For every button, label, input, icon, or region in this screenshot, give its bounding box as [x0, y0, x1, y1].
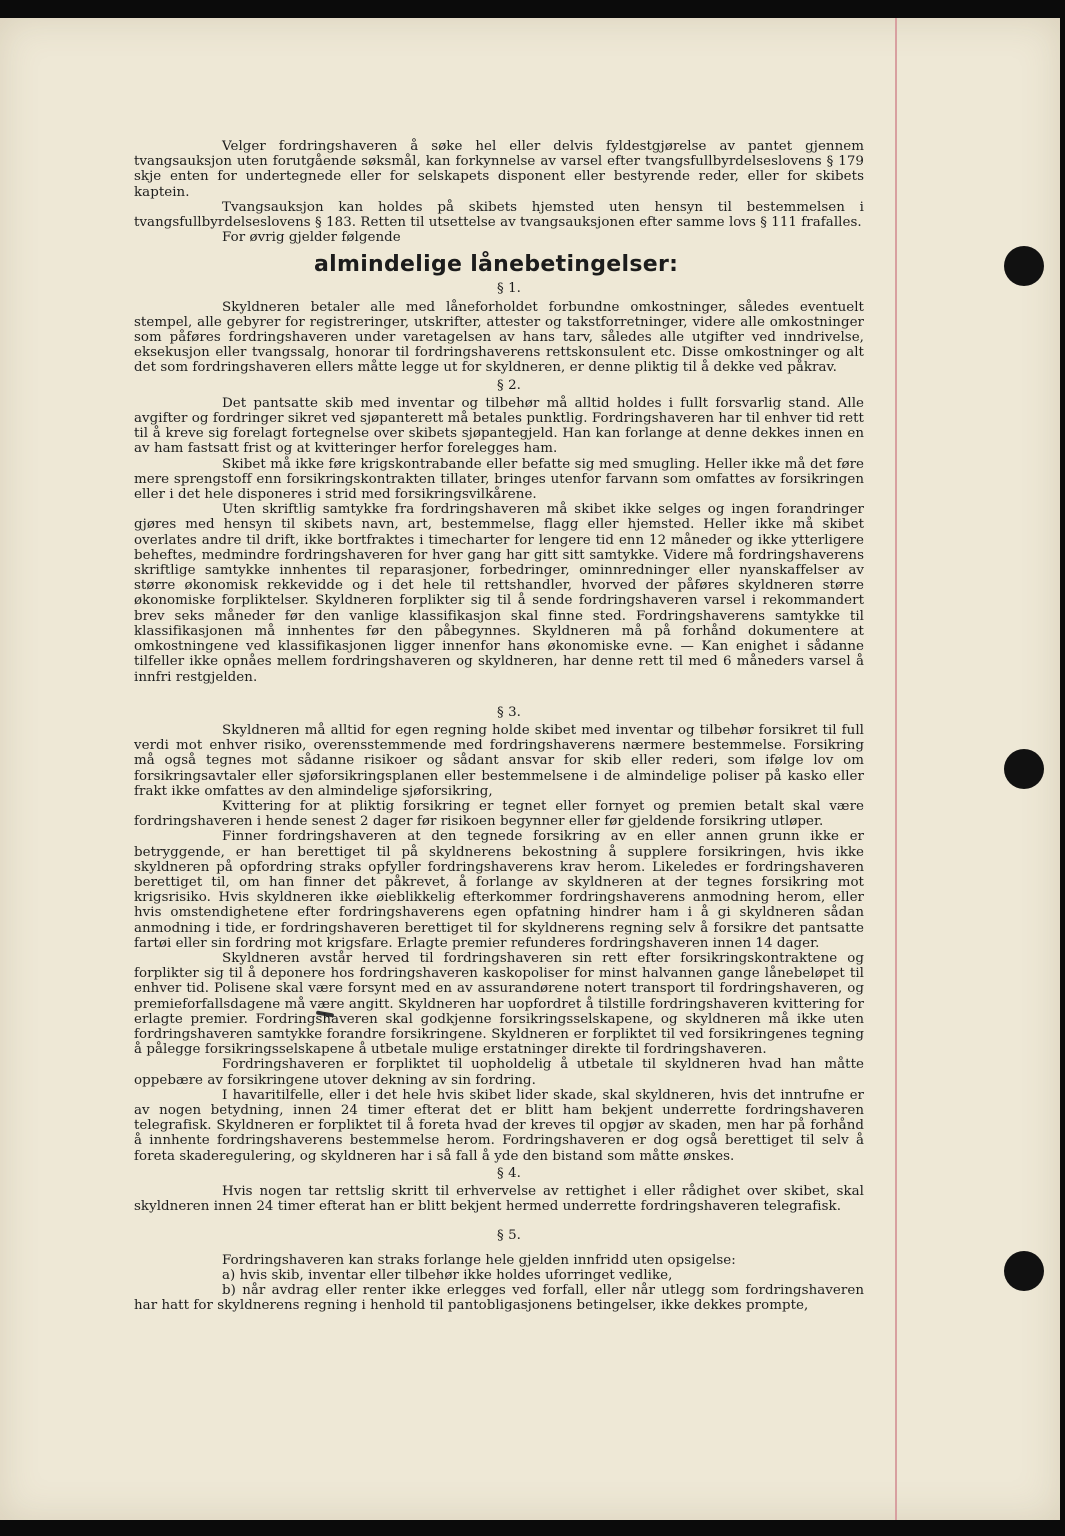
- section-paragraph: Skyldneren må alltid for egen regning holde skibet med inventar og tilbehør forsikret til full verdi mot enhver risiko, overensstemmende med fordringshaverens nærmere bestemmelse. Forsikring må også tegnes mot sådanne risikoer og sådant ansvar for skib eller rederi, som ifølge lov om forsikringsavtaler eller sjøforsikringsplanen eller bestemmelsene i de almindelige poliser på kasko eller frakt ikke omfattes av den almindelige sjøforsikring,: [134, 722, 864, 799]
- intro-paragraph: Velger fordringshaveren å søke hel eller delvis fyldestgjørelse av pantet gjennem tvangsauksjon uten forutgående søksmål, kan forkynnelse av varsel efter tvangsfullbyrdelseslovens § 179 skje enten for undertegnede eller for selskapets disponent eller bestyrende reder, eller for skibets kaptein.: [134, 139, 864, 200]
- section-label: § 3.: [497, 704, 521, 720]
- section-paragraph: Kvittering for at pliktig forsikring er tegnet eller fornyet og premien betalt skal være fordringshaveren i hende senest 2 dager før risikoen begynner eller før gjeldende forsikring utløper.: [134, 798, 864, 830]
- section-paragraph: Skyldneren betaler alle med låneforholdet forbundne omkostninger, således eventuelt stempel, alle gebyrer for registreringer, utskrifter, attester og takstforretninger, videre alle omkostninger som påføres fordringshaveren under varetagelsen av hans tarv, således alle utgifter ved inndrivelse, eksekusjon eller tvangssalg, honorar til fordringshaverens rettskonsulent etc. Disse omkostninger og alt det som fordringshaveren ellers måtte legge ut for skyldneren, er denne pliktig til å dekke ved påkrav.: [134, 299, 864, 376]
- intro-paragraph: Tvangsauksjon kan holdes på skibets hjemsted uten hensyn til bestemmelsen i tvangsfullbyrdelseslovens § 183. Retten til utsettelse av tvangsauksjonen efter samme lovs § 111 frafalles.: [134, 199, 864, 231]
- binder-hole-middle: [1004, 749, 1044, 789]
- section-paragraph: I havaritilfelle, eller i det hele hvis skibet lider skade, skal skyldneren, hvis det inntrufne er av nogen betydning, innen 24 timer efterat det er blitt ham bekjent underrette fordringshaveren telegrafisk. Skyldneren er forpliktet til å foreta hvad der kreves til opgjør av skaden, men har på forhånd å innhente fordringshaverens bestemmelse herom. Fordringshaveren er dog også berettiget til selv å foreta skaderegulering, og skyldneren har i så fall å yde den bistand som måtte ønskes.: [134, 1087, 864, 1164]
- section-paragraph: Fordringshaveren er forpliktet til uopholdelig å utbetale til skyldneren hvad han måtte oppebære av forsikringene utover dekning av sin fordring.: [134, 1057, 864, 1088]
- section-label: § 2.: [497, 377, 521, 393]
- binder-hole-bottom: [1004, 1251, 1044, 1291]
- margin-rule: [895, 18, 897, 1520]
- list-item: a) hvis skib, inventar eller tilbehør ikke holdes uforringet vedlike,: [222, 1267, 673, 1283]
- document-page: [0, 18, 1060, 1520]
- list-item: b) når avdrag eller renter ikke erlegges ved forfall, eller når utlegg som fordringshaveren har hatt for skyldnerens regning i henhold til pantobligasjonens betingelser, ikke dekkes prompte,: [134, 1283, 864, 1314]
- intro-paragraph: For øvrig gjelder følgende: [222, 230, 401, 246]
- section-paragraph: Det pantsatte skib med inventar og tilbehør må alltid holdes i fullt forsvarlig stand. Alle avgifter og fordringer sikret ved sjøpanterett må betales punktlig. Fordringshaveren har til enhver tid rett til å kreve sig forelagt fortegnelse over skibets sjøpantegjeld. Han kan forlange at denne dekkes innen en av ham fastsatt frist og at kvitteringer herfor forelegges ham.: [134, 395, 864, 457]
- section-label: § 1.: [497, 281, 521, 297]
- document-body: [134, 139, 864, 1313]
- section-paragraph: Skyldneren avstår herved til fordringshaveren sin rett efter forsikringskontraktene og forplikter sig til å deponere hos fordringshaveren kaskopoliser for minst halvannen gange lånebeløpet til enhver tid. Polisene skal være forsynt med en av assurandørene notert transport til fordringshaveren, og premieforfallsdagene må være angitt. Skyldneren har uopfordret å tilstille fordringshaveren kvittering for erlagte premier. Fordringshaveren skal godkjenne forsikringsselskapene, og skyldneren må ikke uten fordringshaveren samtykke forandre forsikringene. Skyldneren er forpliktet til ved forsikringenes tegning å pålegge forsikringsselskapene å utbetale mulige erstatninger direkte til fordringshaveren.: [134, 950, 864, 1058]
- section-label: § 5.: [497, 1228, 521, 1244]
- binder-hole-top: [1004, 246, 1044, 286]
- section-paragraph: Skibet må ikke føre krigskontrabande eller befatte sig med smugling. Heller ikke må det føre mere sprengstoff enn forsikringskontrakten tillater, bringes utenfor farvann som omfattes av forsikringen eller i det hele disponeres i strid med forsikringsvilkårene.: [134, 456, 864, 503]
- section-paragraph: Finner fordringshaveren at den tegnede forsikring av en eller annen grunn ikke er betryggende, er han berettiget til på skyldnerens bekostning å supplere forsikringen, hvis ikke skyldneren på opfordring straks opfyller fordringshaverens krav herom. Likeledes er fordringshaveren berettiget til, om han finner det påkrevet, å forlange av skyldneren at der tegnes forsikring mot krigsrisiko. Hvis skyldneren ikke øieblikkelig efterkommer fordringshaverens anmodning herom, eller hvis omstendighetene efter fordringshaverens egen opfatning hindrer ham i å gi skyldneren sådan anmodning i tide, er fordringshaveren berettiget til for skyldnerens regning selv å forsikre det pantsatte fartøi eller sin fordring mot krigsfare. Erlagte premier refunderes fordringshaveren innen 14 dager.: [134, 829, 864, 951]
- section-paragraph: Uten skriftlig samtykke fra fordringshaveren må skibet ikke selges og ingen forandringer gjøres med hensyn til skibets navn, art, bestemmelse, flagg eller hjemsted. Heller ikke må skibet overlates andre til drift, ikke bortfraktes i timecharter for lengere tid enn 12 måneder og ikke ytterligere beheftes, medmindre fordringshaveren for hver gang har gitt sitt samtykke. Videre må fordringshaverens skriftlige samtykke innhentes til reparasjoner, forbedringer, ominnredninger eller nyanskaffelser av større økonomisk rekkevidde og i det hele til rettshandler, hvorved der påføres skyldneren større økonomiske forpliktelser. Skyldneren forplikter sig til å sende fordringshaveren varsel i rekommandert brev seks måneder før den vanlige klassifikasjon skal finne sted. Fordringshaverens samtykke til klassifikasjonen må innhentes før den påbegynnes. Skyldneren må på forhånd dokumentere at omkostningene ved klassifikasjonen ligger innenfor hans økonomiske evne. — Kan enighet i sådanne tilfeller ikke opnåes mellem fordringshaveren og skyldneren, har denne rett til med 6 måneders varsel å innfri restgjelden.: [134, 502, 864, 685]
- section-paragraph: Fordringshaveren kan straks forlange hele gjelden innfridd uten opsigelse:: [222, 1252, 736, 1268]
- document-heading: almindelige lånebetingelser:: [314, 252, 679, 278]
- section-paragraph: Hvis nogen tar rettslig skritt til erhvervelse av rettighet i eller rådighet over skibet, skal skyldneren innen 24 timer efterat han er blitt bekjent hermed underrette fordringshaveren telegrafisk.: [134, 1184, 864, 1215]
- section-label: § 4.: [497, 1165, 521, 1181]
